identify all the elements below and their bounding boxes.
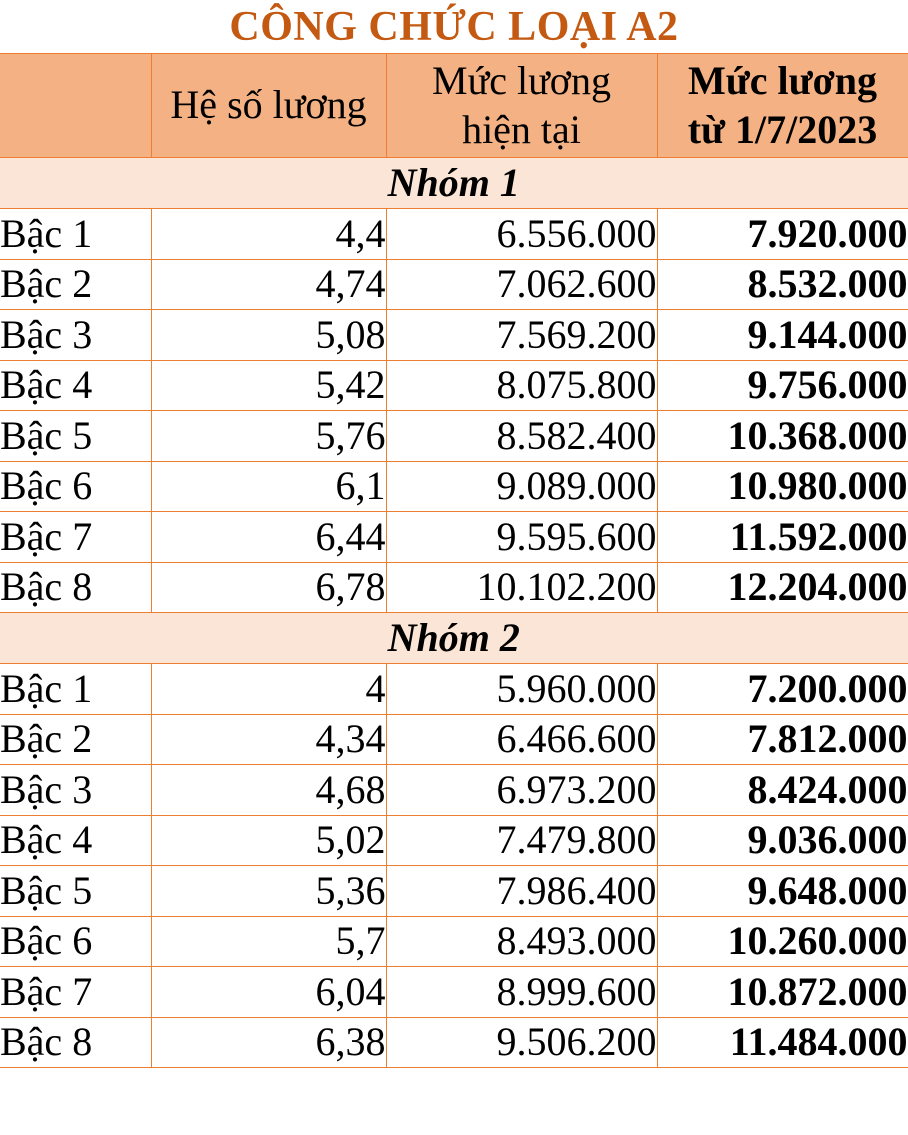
row-label: Bậc 5 [0, 866, 151, 917]
coefficient-value: 4,74 [151, 259, 386, 310]
group-name: Nhóm 1 [0, 158, 908, 209]
coefficient-value: 5,02 [151, 815, 386, 866]
header-new-line1: Mức lương [687, 57, 878, 103]
row-label: Bậc 4 [0, 815, 151, 866]
table-row [0, 967, 908, 1018]
new-salary-value: 10.368.000 [657, 411, 908, 462]
table-row [0, 562, 908, 613]
header-coefficient: Hệ số lương [151, 54, 386, 158]
coefficient-value: 6,1 [151, 461, 386, 512]
table-row [0, 209, 908, 260]
current-salary-value: 5.960.000 [386, 664, 657, 715]
table-row [0, 411, 908, 462]
new-salary-value: 8.532.000 [657, 259, 908, 310]
header-row [0, 54, 908, 158]
current-salary-value: 10.102.200 [386, 562, 657, 613]
coefficient-value: 5,76 [151, 411, 386, 462]
row-label: Bậc 1 [0, 664, 151, 715]
header-new-line2: từ 1/7/2023 [687, 106, 878, 152]
coefficient-value: 5,7 [151, 916, 386, 967]
coefficient-value: 6,04 [151, 967, 386, 1018]
salary-table [0, 53, 908, 1068]
new-salary-value: 7.812.000 [657, 714, 908, 765]
current-salary-value: 7.062.600 [386, 259, 657, 310]
current-salary-value: 7.569.200 [386, 310, 657, 361]
coefficient-value: 5,42 [151, 360, 386, 411]
table-row [0, 866, 908, 917]
salary-table-body [0, 158, 908, 1068]
coefficient-value: 4,4 [151, 209, 386, 260]
row-label: Bậc 7 [0, 512, 151, 563]
coefficient-value: 4,34 [151, 714, 386, 765]
row-label: Bậc 8 [0, 1017, 151, 1068]
new-salary-value: 12.204.000 [657, 562, 908, 613]
row-label: Bậc 2 [0, 259, 151, 310]
table-row [0, 815, 908, 866]
header-new-salary [657, 54, 908, 158]
header-current-line1: Mức lương [432, 57, 611, 103]
header-current-salary [386, 54, 657, 158]
new-salary-value: 9.756.000 [657, 360, 908, 411]
coefficient-value: 6,38 [151, 1017, 386, 1068]
current-salary-value: 6.973.200 [386, 765, 657, 816]
current-salary-value: 8.493.000 [386, 916, 657, 967]
table-row [0, 916, 908, 967]
new-salary-value: 11.592.000 [657, 512, 908, 563]
table-row [0, 714, 908, 765]
current-salary-value: 6.556.000 [386, 209, 657, 260]
coefficient-value: 6,44 [151, 512, 386, 563]
new-salary-value: 9.036.000 [657, 815, 908, 866]
table-header [0, 54, 908, 158]
new-salary-value: 7.920.000 [657, 209, 908, 260]
new-salary-value: 10.260.000 [657, 916, 908, 967]
row-label: Bậc 7 [0, 967, 151, 1018]
coefficient-value: 6,78 [151, 562, 386, 613]
current-salary-value: 8.582.400 [386, 411, 657, 462]
table-row [0, 1017, 908, 1068]
new-salary-value: 7.200.000 [657, 664, 908, 715]
group-header-row [0, 613, 908, 664]
current-salary-value: 8.075.800 [386, 360, 657, 411]
table-row [0, 360, 908, 411]
row-label: Bậc 3 [0, 765, 151, 816]
current-salary-value: 9.595.600 [386, 512, 657, 563]
current-salary-value: 8.999.600 [386, 967, 657, 1018]
table-row [0, 664, 908, 715]
current-salary-value: 9.506.200 [386, 1017, 657, 1068]
row-label: Bậc 4 [0, 360, 151, 411]
row-label: Bậc 2 [0, 714, 151, 765]
row-label: Bậc 3 [0, 310, 151, 361]
current-salary-value: 7.986.400 [386, 866, 657, 917]
coefficient-value: 5,36 [151, 866, 386, 917]
new-salary-value: 10.872.000 [657, 967, 908, 1018]
new-salary-value: 9.648.000 [657, 866, 908, 917]
coefficient-value: 4,68 [151, 765, 386, 816]
row-label: Bậc 6 [0, 916, 151, 967]
new-salary-value: 10.980.000 [657, 461, 908, 512]
row-label: Bậc 1 [0, 209, 151, 260]
new-salary-value: 9.144.000 [657, 310, 908, 361]
current-salary-value: 7.479.800 [386, 815, 657, 866]
header-empty-cell [0, 54, 151, 158]
new-salary-value: 11.484.000 [657, 1017, 908, 1068]
row-label: Bậc 8 [0, 562, 151, 613]
table-row [0, 310, 908, 361]
current-salary-value: 9.089.000 [386, 461, 657, 512]
coefficient-value: 4 [151, 664, 386, 715]
table-row [0, 259, 908, 310]
group-header-row [0, 158, 908, 209]
new-salary-value: 8.424.000 [657, 765, 908, 816]
table-row [0, 512, 908, 563]
header-current-line2: hiện tại [462, 106, 581, 152]
current-salary-value: 6.466.600 [386, 714, 657, 765]
table-row [0, 461, 908, 512]
row-label: Bậc 5 [0, 411, 151, 462]
table-row [0, 765, 908, 816]
group-name: Nhóm 2 [0, 613, 908, 664]
coefficient-value: 5,08 [151, 310, 386, 361]
row-label: Bậc 6 [0, 461, 151, 512]
page-title: CÔNG CHỨC LOẠI A2 [229, 3, 679, 50]
